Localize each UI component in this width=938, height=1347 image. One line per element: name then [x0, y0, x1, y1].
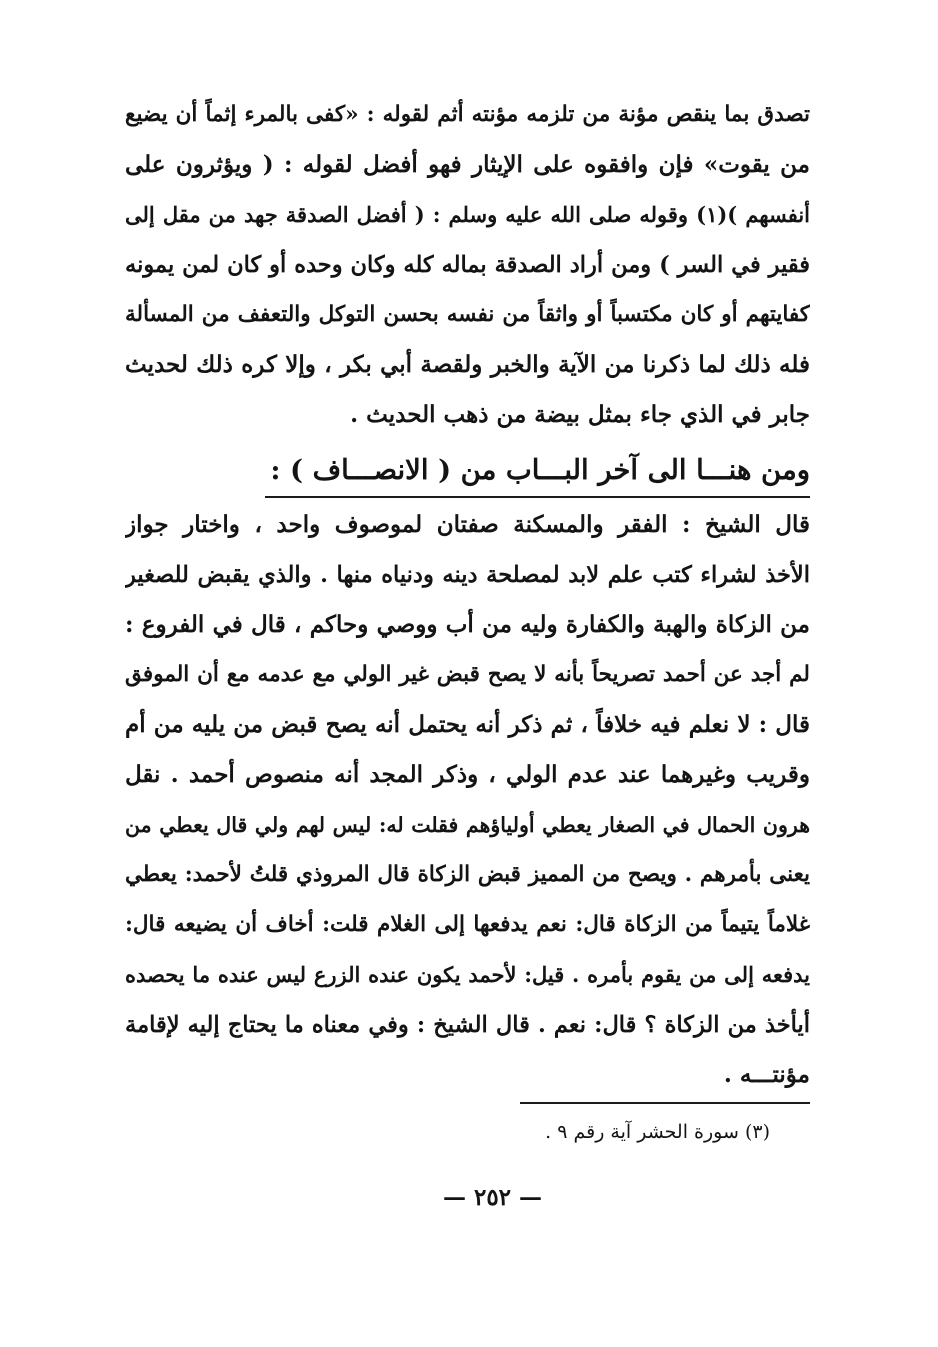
paragraph-1-line: كفايتهم أو كان مكتسباً أو واثقاً من نفسه بحسن التوكل والتعفف من المسألة — [125, 302, 810, 327]
paragraph-2-line: يدفعه إلى من يقوم بأمره . قيل: لأحمد يكون عنده الزرع ليس عنده ما يحصده — [125, 962, 810, 987]
paragraph-2-line: قال : لا نعلم فيه خلافاً ، ثم ذكر أنه يحتمل أنه يصح قبض من يليه من أم — [125, 711, 810, 738]
paragraph-2-line: يعنى بأمرهم . ويصح من المميز قبض الزكاة قال المروذي قلتُ لأحمد: يعطي — [125, 862, 810, 887]
paragraph-1-line: فقير في السر ) ومن أراد الصدقة بماله كله وكان وحده أو كان لمن يمونه — [125, 252, 810, 278]
footnote: (٣) سورة الحشر آية رقم ٩ . — [545, 1121, 770, 1143]
page-number: — ٢٥٢ — — [442, 1184, 543, 1211]
paragraph-1-line: تصدق بما ينقص مؤنة من تلزمه مؤنته أثم لقوله : «كفى بالمرء إثماً أن يضيع — [125, 102, 810, 127]
paragraph-1-line: جابر في الذي جاء بمثل بيضة من ذهب الحديث . — [350, 401, 810, 428]
paragraph-2-line: من الزكاة والهبة والكفارة وليه من أب ووصي وحاكم ، قال في الفروع : — [125, 611, 810, 638]
paragraph-2-line: غلاماً يتيماً من الزكاة قال: نعم يدفعها إلى الغلام قلت: أخاف أن يضيعه قال: — [125, 912, 810, 937]
paragraph-2 — [125, 500, 810, 1100]
paragraph-1-line: أنفسهم )(١) وقوله صلى الله عليه وسلم : ( أفضل الصدقة جهد من مقل إلى — [125, 202, 810, 227]
paragraph-2-line: وقريب وغيرهما عند عدم الولي ، وذكر المجد أنه منصوص أحمد . نقل — [125, 761, 810, 788]
paragraph-1-line: من يقوت» فإن وافقوه على الإيثار فهو أفضل لقوله : ( ويؤثرون على — [125, 151, 810, 178]
paragraph-1 — [125, 90, 810, 440]
paragraph-2-line: الأخذ لشراء كتب علم لابد لمصلحة دينه ودنياه منها . والذي يقبض للصغير — [125, 562, 810, 588]
paragraph-2-line: هرون الحمال في الصغار يعطي أولياؤهم فقلت له: ليس لهم ولي قال يعطي من — [125, 813, 810, 837]
section-heading: ومن هنـــا الى آخر البـــاب من ( الانصـــاف ) : — [265, 446, 810, 498]
paragraph-2-line: أيأخذ من الزكاة ؟ قال: نعم . قال الشيخ : وفي معناه ما يحتاج إليه لإقامة — [125, 1012, 810, 1038]
paragraph-2-line: قال الشيخ : الفقر والمسكنة صفتان لموصوف واحد ، واختار جواز — [125, 511, 810, 538]
paragraph-2-line: لم أجد عن أحمد تصريحاً بأنه لا يصح قبض غير الولي مع عدمه مع أن الموفق — [125, 662, 810, 687]
paragraph-1-line: فله ذلك لما ذكرنا من الآية والخبر ولقصة أبي بكر ، وإلا كره ذلك لحديث — [125, 351, 810, 378]
footnote-separator — [520, 1102, 810, 1104]
paragraph-2-line: مؤنتـــه . — [723, 1061, 810, 1088]
